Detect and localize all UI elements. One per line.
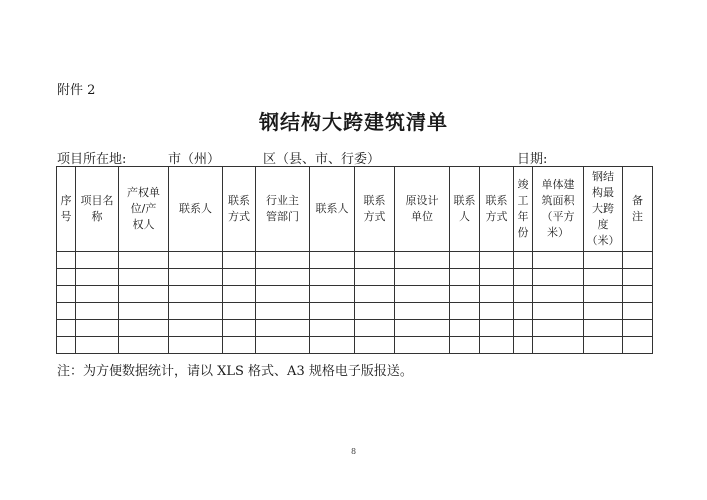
table-cell [623, 320, 653, 337]
table-cell [310, 303, 355, 320]
table-cell [223, 286, 256, 303]
table-cell [514, 337, 533, 354]
table-cell [480, 286, 514, 303]
column-header-line: 方式 [363, 210, 386, 223]
table-row [57, 269, 653, 286]
table-cell [57, 286, 76, 303]
table-cell [623, 252, 653, 269]
table-cell [514, 320, 533, 337]
table-cell [169, 303, 223, 320]
column-header-line: 权人 [132, 218, 155, 231]
building-list-table [56, 166, 653, 354]
table-cell [223, 337, 256, 354]
location-label: 项目所在地: [57, 152, 127, 167]
table-cell [119, 269, 169, 286]
table-cell [450, 337, 480, 354]
table-cell [480, 252, 514, 269]
table-cell [533, 252, 584, 269]
column-header-line: 大跨 [592, 202, 614, 215]
table-cell [169, 252, 223, 269]
column-header-line: 联系 [453, 194, 476, 207]
table-cell [310, 252, 355, 269]
table-cell [450, 269, 480, 286]
column-header-line: 项目名 [80, 194, 114, 207]
table-cell [584, 303, 623, 320]
table-cell [480, 337, 514, 354]
column-header-line: 筑面积 [541, 194, 575, 207]
column-header-line: 联系 [485, 194, 508, 207]
column-header-line: 产权单 [127, 186, 160, 199]
table-row [57, 337, 653, 354]
column-header-line: 联系 [228, 194, 250, 207]
table-cell [395, 252, 450, 269]
table-cell [119, 252, 169, 269]
column-header-line: 构最 [592, 186, 614, 199]
table-cell [223, 269, 256, 286]
table-cell [623, 286, 653, 303]
table-cell [310, 337, 355, 354]
column-header-line: （平方 [541, 210, 575, 223]
column-header-line: 称 [91, 210, 103, 223]
column-header [76, 167, 119, 252]
page-title: 钢结构大跨建筑清单 [259, 110, 448, 134]
table-cell [533, 303, 584, 320]
table-cell [256, 320, 310, 337]
column-header-line: 位/产 [130, 202, 157, 215]
table-cell [395, 286, 450, 303]
table-cell [514, 252, 533, 269]
table-cell [76, 269, 119, 286]
table-cell [533, 269, 584, 286]
table-cell [584, 269, 623, 286]
column-header [450, 167, 480, 252]
table-row [57, 303, 653, 320]
attachment-label: 附件 2 [57, 83, 96, 98]
column-header-line: 人 [459, 210, 470, 223]
column-header-line: 竣 [517, 178, 529, 191]
table-cell [533, 337, 584, 354]
column-header [514, 167, 533, 252]
table-cell [223, 320, 256, 337]
column-header [57, 167, 76, 252]
column-header-line: 米） [547, 226, 569, 239]
table-cell [514, 286, 533, 303]
column-header [533, 167, 584, 252]
table-cell [450, 286, 480, 303]
column-header [310, 167, 355, 252]
table-cell [119, 337, 169, 354]
table-row [57, 320, 653, 337]
city-field-label: 市（州） [168, 152, 221, 167]
table-cell [584, 252, 623, 269]
table-cell [450, 252, 480, 269]
table-cell [119, 320, 169, 337]
table-cell [480, 320, 514, 337]
table-cell [355, 303, 395, 320]
column-header [623, 167, 653, 252]
table-cell [223, 303, 256, 320]
table-cell [355, 252, 395, 269]
table-cell [395, 337, 450, 354]
column-header-line: 联系人 [315, 202, 349, 215]
table-cell [623, 269, 653, 286]
column-header-line: 方式 [485, 210, 508, 223]
column-header [256, 167, 310, 252]
column-header-line: 钢结 [592, 170, 614, 183]
table-cell [76, 320, 119, 337]
date-label: 日期: [517, 152, 548, 167]
table-cell [76, 286, 119, 303]
column-header-line: 注 [632, 210, 643, 223]
column-header-line: 年 [517, 210, 529, 223]
column-header-line: 方式 [228, 210, 250, 223]
table-cell [57, 320, 76, 337]
column-header-line: 序 [60, 194, 72, 207]
table-header-row [57, 167, 653, 252]
table-cell [256, 303, 310, 320]
table-cell [310, 286, 355, 303]
column-header-line: 联系 [363, 194, 386, 207]
column-header-line: 单位 [411, 210, 433, 223]
table-cell [514, 303, 533, 320]
table-cell [480, 303, 514, 320]
table-cell [76, 303, 119, 320]
table-row [57, 286, 653, 303]
table-cell [395, 320, 450, 337]
column-header [480, 167, 514, 252]
table-cell [76, 252, 119, 269]
column-header-line: 管部门 [266, 210, 299, 223]
table-cell [76, 337, 119, 354]
table-cell [584, 337, 623, 354]
table-cell [450, 303, 480, 320]
table-cell [533, 286, 584, 303]
table-cell [119, 303, 169, 320]
table-cell [355, 337, 395, 354]
table-cell [623, 303, 653, 320]
table-cell [533, 320, 584, 337]
column-header-line: 工 [517, 194, 529, 207]
table-cell [584, 286, 623, 303]
column-header-line: 单体建 [541, 178, 575, 191]
table-cell [169, 337, 223, 354]
table-cell [256, 337, 310, 354]
table-cell [584, 320, 623, 337]
table-cell [169, 286, 223, 303]
column-header [584, 167, 623, 252]
table-cell [450, 320, 480, 337]
column-header [119, 167, 169, 252]
column-header [355, 167, 395, 252]
footnote: 注：为方便数据统计，请以 XLS 格式、A3 规格电子版报送。 [57, 364, 413, 379]
column-header-line: 行业主 [266, 194, 299, 207]
page-number: 8 [350, 447, 357, 456]
table-cell [57, 269, 76, 286]
column-header [395, 167, 450, 252]
table-cell [169, 320, 223, 337]
table-cell [395, 269, 450, 286]
table-cell [57, 337, 76, 354]
district-field-label: 区（县、市、行委） [263, 152, 381, 167]
table-cell [57, 303, 76, 320]
table-cell [395, 303, 450, 320]
column-header-line: 联系人 [179, 202, 212, 215]
table-cell [119, 286, 169, 303]
table-cell [256, 269, 310, 286]
table-row [57, 252, 653, 269]
table-cell [355, 269, 395, 286]
column-header [169, 167, 223, 252]
column-header [223, 167, 256, 252]
table-cell [310, 320, 355, 337]
table-cell [169, 269, 223, 286]
table-cell [355, 286, 395, 303]
table-cell [514, 269, 533, 286]
column-header-line: 度 [597, 218, 609, 231]
table-cell [623, 337, 653, 354]
table-cell [480, 269, 514, 286]
table-cell [223, 252, 256, 269]
column-header-line: 份 [517, 226, 529, 239]
column-header-line: 原设计 [405, 194, 439, 207]
column-header-line: 备 [632, 194, 643, 207]
table-cell [256, 286, 310, 303]
column-header-line: 号 [60, 210, 72, 223]
table-cell [355, 320, 395, 337]
table-cell [310, 269, 355, 286]
table-cell [256, 252, 310, 269]
column-header-line: （米） [586, 234, 620, 247]
table-cell [57, 252, 76, 269]
